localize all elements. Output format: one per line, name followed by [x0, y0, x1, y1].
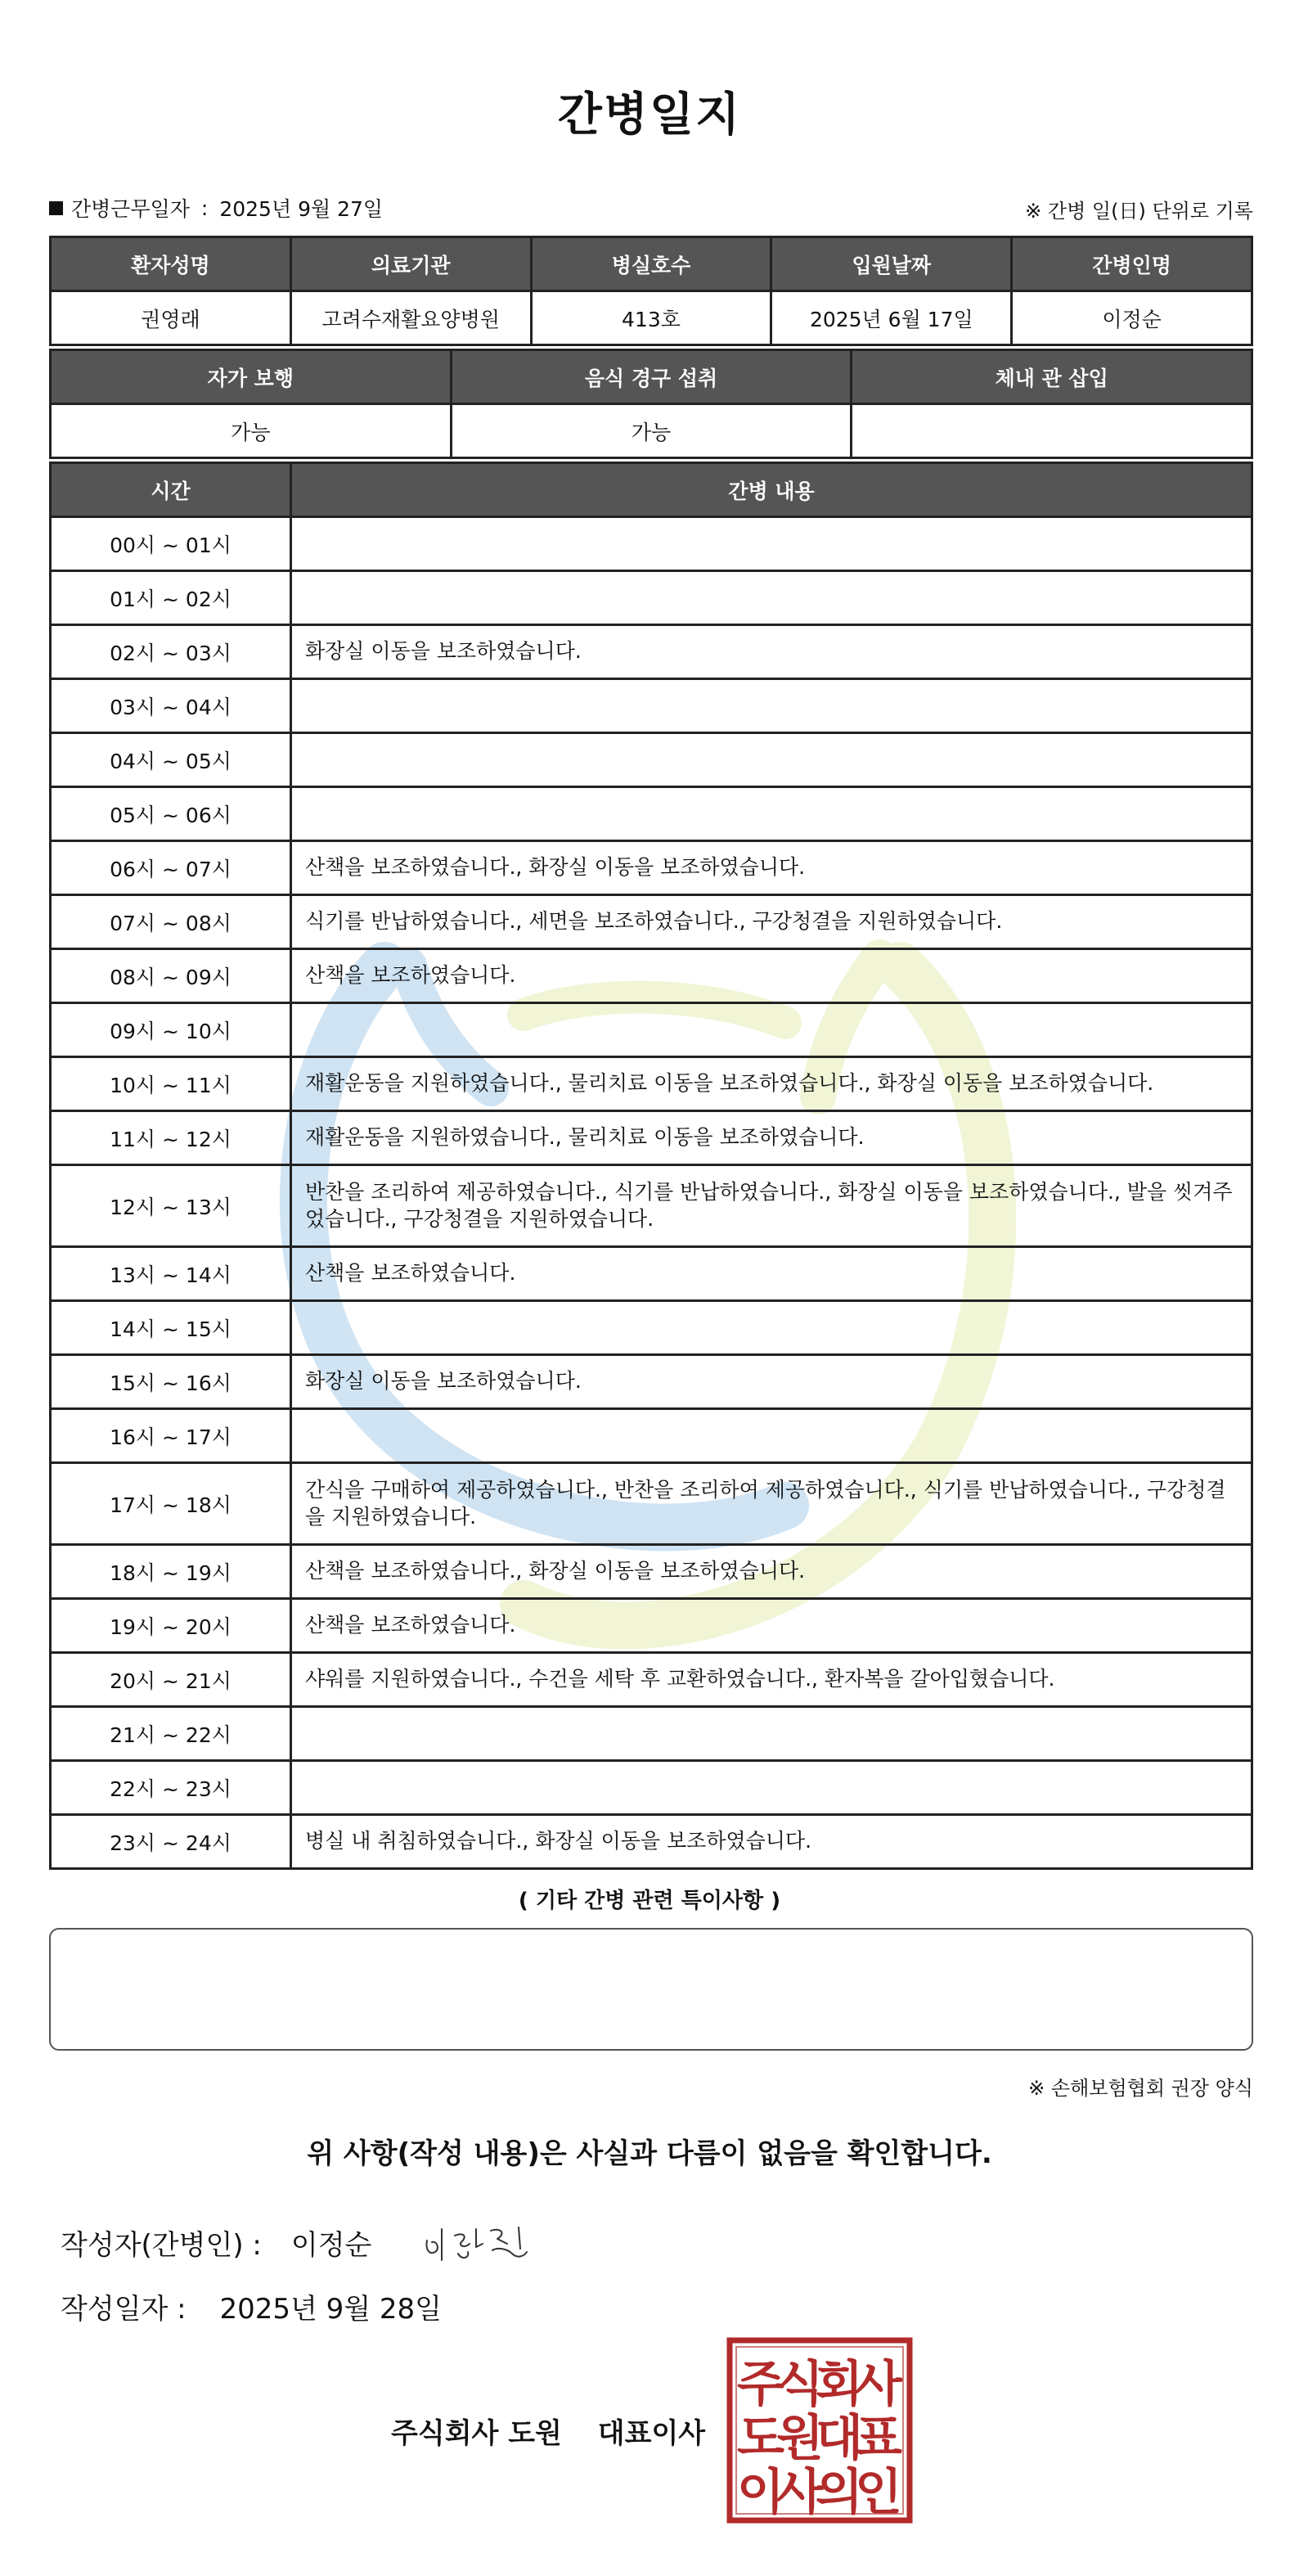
header-tube-insertion: 체내 관 삽입 [852, 350, 1252, 404]
table-row [51, 949, 1252, 1003]
square-bullet-icon [49, 201, 63, 215]
medical-institution: 고려수재활요양병원 [290, 291, 531, 345]
time-cell: 20시 ~ 21시 [51, 1653, 291, 1707]
svg-text:이: 이 [737, 2464, 784, 2521]
table-row [51, 404, 1252, 458]
header-room-number: 병실호수 [531, 237, 771, 291]
time-cell: 07시 ~ 08시 [51, 895, 291, 949]
care-content-cell [291, 787, 1252, 841]
care-content-cell [291, 1301, 1252, 1355]
care-content-cell: 산책을 보조하였습니다. [291, 949, 1252, 1003]
time-cell: 02시 ~ 03시 [51, 625, 291, 679]
table-row [51, 1057, 1252, 1111]
company-line [391, 2411, 705, 2451]
time-cell: 15시 ~ 16시 [51, 1355, 291, 1409]
svg-text:회: 회 [816, 2356, 863, 2413]
care-content-cell: 간식을 구매하여 제공하였습니다., 반찬을 조리하여 제공하였습니다., 식기를 반납하였습니다., 구강청결을 지원하였습니다. [291, 1463, 1252, 1545]
time-cell: 19시 ~ 20시 [51, 1599, 291, 1653]
time-cell: 18시 ~ 19시 [51, 1545, 291, 1599]
table-row [51, 1599, 1252, 1653]
care-content-cell: 화장실 이동을 보조하였습니다. [291, 1355, 1252, 1409]
table-row [51, 1815, 1252, 1869]
table-header-row [51, 237, 1252, 291]
table-header-row [51, 350, 1252, 404]
oral-intake-value: 가능 [451, 404, 852, 458]
svg-text:식: 식 [776, 2356, 824, 2413]
time-cell: 04시 ~ 05시 [51, 733, 291, 787]
written-date-line [61, 2286, 442, 2326]
svg-text:도: 도 [737, 2410, 784, 2467]
unit-note: ※ 간병 일(日) 단위로 기록 [1025, 200, 1253, 223]
work-date-separator: : [200, 196, 209, 220]
svg-text:원: 원 [776, 2410, 824, 2467]
table-row [51, 1003, 1252, 1057]
table-row [51, 1247, 1252, 1301]
header-time: 시간 [51, 463, 291, 517]
care-content-cell: 산책을 보조하였습니다. [291, 1247, 1252, 1301]
care-content-cell [291, 733, 1252, 787]
table-row [51, 1301, 1252, 1355]
care-content-cell [291, 679, 1252, 733]
svg-text:사: 사 [855, 2356, 902, 2413]
table-row [51, 733, 1252, 787]
header-oral-intake: 음식 경구 섭취 [451, 350, 852, 404]
company-name: 주식회사 도원 [391, 2417, 562, 2450]
svg-text:의: 의 [816, 2464, 863, 2521]
table-row [51, 787, 1252, 841]
time-cell: 00시 ~ 01시 [51, 517, 291, 571]
notes-title: ( 기타 간병 관련 특이사항 ) [518, 1889, 781, 1913]
time-cell: 22시 ~ 23시 [51, 1761, 291, 1815]
care-content-cell: 화장실 이동을 보조하였습니다. [291, 625, 1252, 679]
work-date-line [49, 193, 383, 223]
work-date-value: 2025년 9월 27일 [219, 197, 384, 221]
svg-text:사: 사 [776, 2464, 824, 2521]
care-content-cell: 샤워를 지원하였습니다., 수건을 세탁 후 교환하였습니다., 환자복을 갈아입혔습니다. [291, 1653, 1252, 1707]
confirm-statement: 위 사항(작성 내용)은 사실과 다름이 없음을 확인합니다. [307, 2137, 992, 2170]
header-patient-name: 환자성명 [51, 237, 291, 291]
time-cell: 03시 ~ 04시 [51, 679, 291, 733]
care-schedule-table [49, 462, 1253, 1870]
svg-text:표: 표 [855, 2410, 902, 2467]
written-date-value: 2025년 9월 28일 [219, 2293, 443, 2326]
care-content-cell: 병실 내 취침하였습니다., 화장실 이동을 보조하였습니다. [291, 1815, 1252, 1869]
time-cell: 09시 ~ 10시 [51, 1003, 291, 1057]
care-content-cell [291, 1409, 1252, 1463]
time-cell: 13시 ~ 14시 [51, 1247, 291, 1301]
representative-title: 대표이사 [597, 2417, 706, 2450]
time-cell: 01시 ~ 02시 [51, 571, 291, 625]
table-row [51, 1111, 1252, 1165]
care-content-cell [291, 571, 1252, 625]
time-cell: 23시 ~ 24시 [51, 1815, 291, 1869]
admission-date: 2025년 6월 17일 [771, 291, 1012, 345]
time-cell: 10시 ~ 11시 [51, 1057, 291, 1111]
header-care-content: 간병 내용 [291, 463, 1252, 517]
time-cell: 11시 ~ 12시 [51, 1111, 291, 1165]
table-row [51, 291, 1252, 345]
table-row [51, 1409, 1252, 1463]
patient-name: 권영래 [51, 291, 291, 345]
table-row [51, 1761, 1252, 1815]
time-cell: 14시 ~ 15시 [51, 1301, 291, 1355]
time-cell: 17시 ~ 18시 [51, 1463, 291, 1545]
room-number: 413호 [531, 291, 771, 345]
care-content-cell: 산책을 보조하였습니다., 화장실 이동을 보조하였습니다. [291, 1545, 1252, 1599]
svg-text:인: 인 [855, 2464, 902, 2521]
writer-label: 작성자(간병인) : [61, 2229, 262, 2262]
care-content-cell [291, 1761, 1252, 1815]
table-row [51, 1463, 1252, 1545]
care-content-cell: 식기를 반납하였습니다., 세면을 보조하였습니다., 구강청결을 지원하였습니다. [291, 895, 1252, 949]
tube-insertion-value [852, 404, 1252, 458]
caregiver-name: 이정순 [1012, 291, 1252, 345]
table-row [51, 1545, 1252, 1599]
table-row [51, 571, 1252, 625]
table-row [51, 1165, 1252, 1247]
care-content-cell [291, 1707, 1252, 1761]
care-content-cell: 반찬을 조리하여 제공하였습니다., 식기를 반납하였습니다., 화장실 이동을 보조하였습니다., 발을 씻겨주었습니다., 구강청결을 지원하였습니다. [291, 1165, 1252, 1247]
work-date-label: 간병근무일자 [71, 197, 190, 221]
table-row [51, 1355, 1252, 1409]
table-row [51, 1707, 1252, 1761]
header-admission-date: 입원날짜 [771, 237, 1012, 291]
care-content-cell [291, 517, 1252, 571]
table-row [51, 517, 1252, 571]
patient-info-table [49, 236, 1253, 346]
table-row [51, 1653, 1252, 1707]
header-self-walking: 자가 보행 [51, 350, 452, 404]
time-cell: 05시 ~ 06시 [51, 787, 291, 841]
table-row [51, 841, 1252, 895]
self-walking-value: 가능 [51, 404, 452, 458]
writer-line [61, 2222, 371, 2263]
svg-text:대: 대 [816, 2410, 863, 2467]
header-medical-institution: 의료기관 [290, 237, 531, 291]
recommend-note: ※ 손해보험협회 권장 양식 [1028, 2077, 1253, 2100]
svg-text:주: 주 [737, 2356, 784, 2413]
time-cell: 12시 ~ 13시 [51, 1165, 291, 1247]
page-title: 간병일지 [557, 88, 742, 142]
care-content-cell: 재활운동을 지원하였습니다., 물리치료 이동을 보조하였습니다., 화장실 이동을 보조하였습니다. [291, 1057, 1252, 1111]
time-cell: 21시 ~ 22시 [51, 1707, 291, 1761]
writer-name: 이정순 [290, 2229, 372, 2262]
time-cell: 06시 ~ 07시 [51, 841, 291, 895]
header-caregiver-name: 간병인명 [1012, 237, 1252, 291]
notes-box [49, 1928, 1253, 2051]
care-content-cell: 산책을 보조하였습니다., 화장실 이동을 보조하였습니다. [291, 841, 1252, 895]
care-content-cell: 재활운동을 지원하였습니다., 물리치료 이동을 보조하였습니다. [291, 1111, 1252, 1165]
care-content-cell: 산책을 보조하였습니다. [291, 1599, 1252, 1653]
table-row [51, 625, 1252, 679]
time-cell: 08시 ~ 09시 [51, 949, 291, 1003]
table-header-row [51, 463, 1252, 517]
handwritten-signature [422, 2211, 537, 2268]
company-seal-stamp [726, 2337, 913, 2524]
care-content-cell [291, 1003, 1252, 1057]
table-row [51, 679, 1252, 733]
time-cell: 16시 ~ 17시 [51, 1409, 291, 1463]
table-row [51, 895, 1252, 949]
written-date-label: 작성일자 : [61, 2293, 187, 2326]
patient-status-table [49, 349, 1253, 459]
